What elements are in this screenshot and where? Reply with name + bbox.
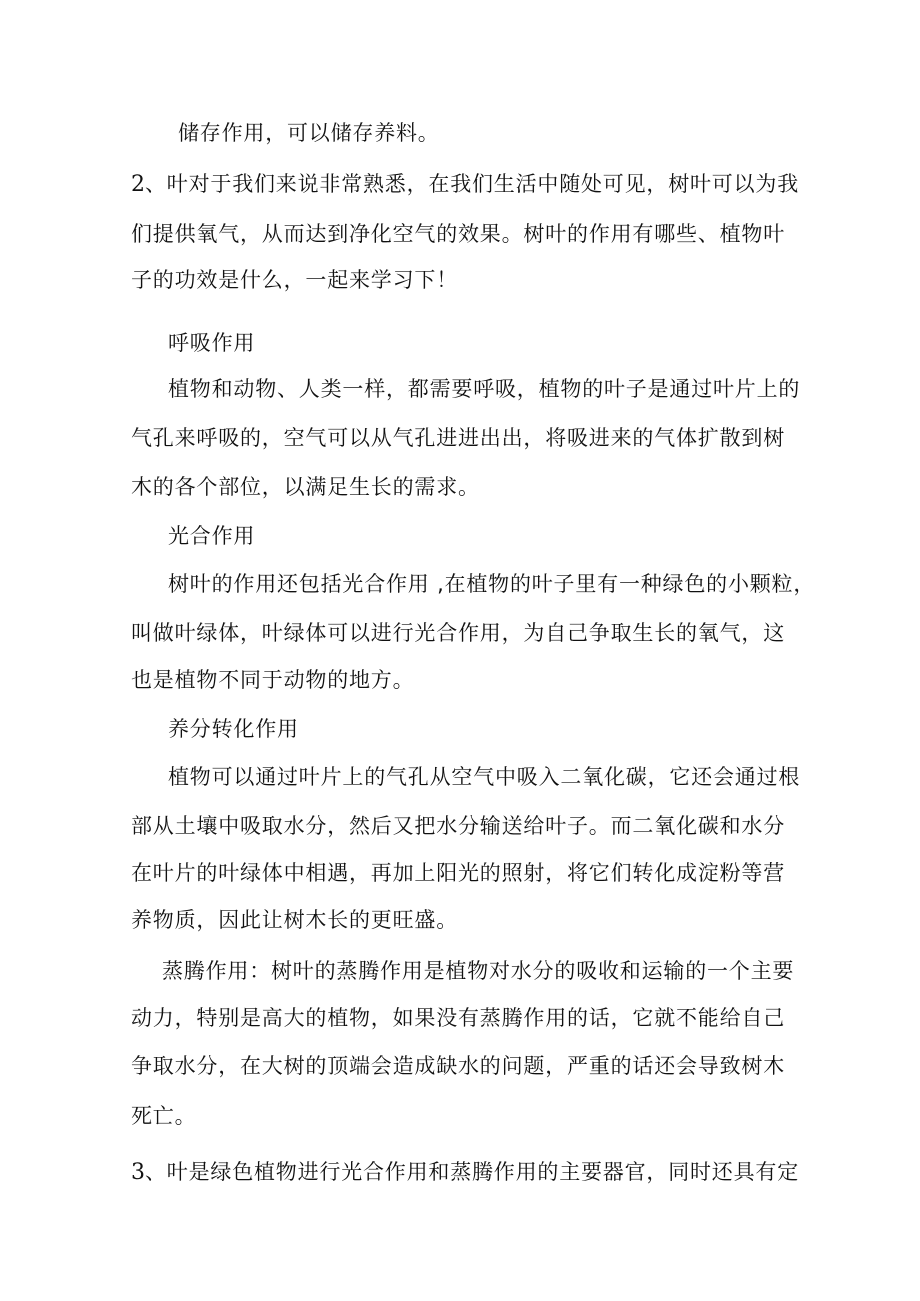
photosynthesis-line-c: 也是植物不同于动物的地方。: [131, 668, 415, 692]
item-3-number: 3: [131, 1160, 145, 1185]
item-2-line-b: 们提供氧气，从而达到净化空气的效果。树叶的作用有哪些、植物叶: [131, 222, 785, 246]
conversion-line-b: 部从土壤中吸取水分，然后又把水分输送给叶子。而二氧化碳和水分: [131, 814, 785, 838]
respiration-line-b: 气孔来呼吸的，空气可以从气孔进进出出，将吸进来的气体扩散到树: [131, 426, 785, 450]
transpiration-line-c: 争取水分，在大树的顶端会造成缺水的问题，严重的话还会导致树木: [131, 1054, 785, 1078]
item-2-text: 、叶对于我们来说非常熟悉，在我们生活中随处可见，树叶可以为我: [145, 172, 799, 196]
respiration-line-a: 植物和动物、人类一样，都需要呼吸，植物的叶子是通过叶片上的: [168, 377, 801, 401]
storage-function-line: 储存作用，可以储存养料。: [178, 121, 440, 145]
transpiration-line-d: 死亡。: [131, 1104, 197, 1128]
respiration-line-c: 木的各个部位，以满足生长的需求。: [131, 475, 480, 499]
conversion-line-a: 植物可以通过叶片上的气孔从空气中吸入二氧化碳，它还会通过根: [168, 765, 801, 789]
conversion-line-d: 养物质，因此让树木长的更旺盛。: [131, 908, 458, 932]
photosynthesis-line-a: 树叶的作用还包括光合作用 ,在植物的叶子里有一种绿色的小颗粒，: [168, 572, 816, 596]
conversion-heading: 养分转化作用: [168, 717, 299, 741]
item-2-number: 2: [131, 172, 145, 197]
item-2-first-line: [131, 170, 799, 199]
photosynthesis-line-b: 叫做叶绿体，叶绿体可以进行光合作用，为自己争取生长的氧气，这: [131, 621, 785, 645]
conversion-line-c: 在叶片的叶绿体中相遇，再加上阳光的照射，将它们转化成淀粉等营: [131, 861, 785, 885]
item-2-line-c: 子的功效是什么，一起来学习下！: [131, 268, 458, 292]
photosynthesis-heading: 光合作用: [168, 524, 256, 548]
transpiration-line-b: 动力，特别是高大的植物，如果没有蒸腾作用的话，它就不能给自己: [131, 1006, 785, 1030]
transpiration-line-a: 蒸腾作用：树叶的蒸腾作用是植物对水分的吸收和运输的一个主要: [162, 959, 795, 983]
item-3-text: 、叶是绿色植物进行光合作用和蒸腾作用的主要器官，同时还具有定: [145, 1160, 799, 1184]
item-3-first-line: [131, 1158, 799, 1187]
respiration-heading: 呼吸作用: [168, 331, 256, 355]
